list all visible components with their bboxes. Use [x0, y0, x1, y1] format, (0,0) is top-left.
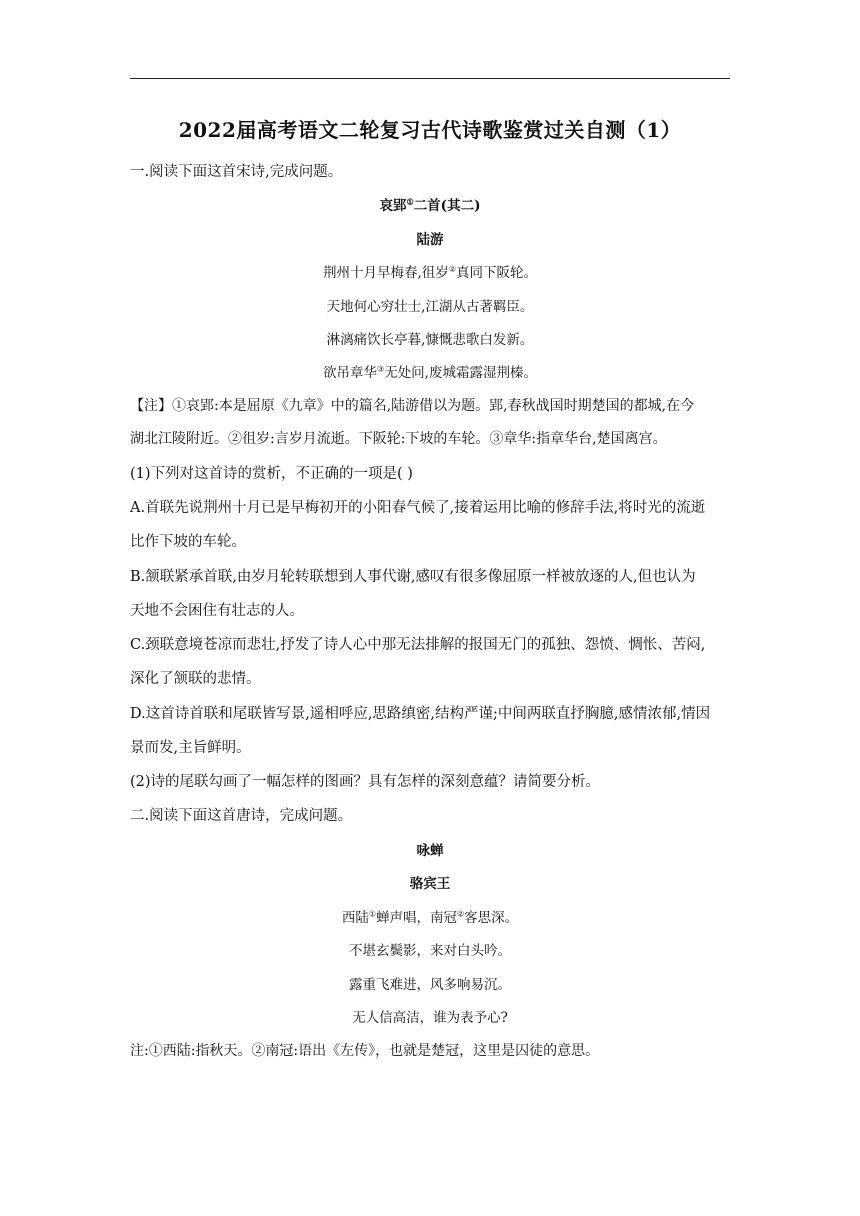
- option-a-line-1: A.首联先说荆州十月已是早梅初开的小阳春气候了,接着运用比喻的修辞手法,将时光的流逝: [130, 500, 706, 516]
- header-rule: [130, 78, 730, 79]
- poem2-author: 骆宾王: [409, 876, 451, 892]
- option-a-line-2: 比作下坡的车轮。: [130, 534, 246, 550]
- poem1-line-4: 欲吊章华③无处问,废城霜露湿荆榛。: [323, 364, 537, 381]
- poem1-line-1: 荆州十月早梅春,徂岁②真同下阪轮。: [323, 264, 537, 281]
- poem2-title: 咏蝉: [416, 843, 444, 859]
- question-1: (1)下列对这首诗的赏析，不正确的一项是( ): [130, 466, 413, 482]
- question-2: (2)诗的尾联勾画了一幅怎样的图画？具有怎样的深刻意蕴？请简要分析。: [130, 774, 601, 790]
- page-title: 2022届高考语文二轮复习古代诗歌鉴赏过关自测（1）: [178, 118, 682, 142]
- poem1-title: 哀郢①二首(其二): [379, 196, 481, 214]
- poem2-line-3: 露重飞难进，风多响易沉。: [349, 977, 511, 993]
- poem1-line-2: 天地何心穷壮士,江湖从古著羁臣。: [326, 299, 534, 315]
- section2-heading: 二.阅读下面这首唐诗，完成问题。: [130, 808, 353, 824]
- option-d-line-2: 景而发,主旨鲜明。: [130, 740, 251, 756]
- poem1-line-3: 淋漓痛饮长亭暮,慷慨悲歌白发新。: [326, 332, 534, 348]
- poem2-line-4: 无人信高洁，谁为表予心?: [352, 1010, 508, 1026]
- section1-heading: 一.阅读下面这首宋诗,完成问题。: [130, 164, 343, 180]
- poem1-author: 陆游: [416, 232, 444, 248]
- poem1-note-line-1: 【注】①哀郢:本是屈原《九章》中的篇名,陆游借以为题。郢,春秋战国时期楚国的都城,在今: [130, 398, 695, 414]
- poem2-line-1: 西陆①蝉声唱，南冠②客思深。: [341, 909, 519, 926]
- option-b-line-1: B.颔联紧承首联,由岁月轮转联想到人事代谢,感叹有很多像屈原一样被放逐的人,但也认为: [130, 569, 696, 585]
- option-b-line-2: 天地不会困住有壮志的人。: [130, 603, 304, 619]
- option-c-line-1: C.颈联意境苍凉而悲壮,抒发了诗人心中那无法排解的报国无门的孤独、怨愤、惆怅、苦闷,: [130, 637, 706, 653]
- option-d-line-1: D.这首诗首联和尾联皆写景,遥相呼应,思路缜密,结构严谨;中间两联直抒胸臆,感情浓郁,情因: [130, 706, 711, 722]
- poem2-note: 注:①西陆:指秋天。②南冠:语出《左传》，也就是楚冠，这里是囚徒的意思。: [130, 1043, 600, 1059]
- poem1-note-line-2: 湖北江陵附近。②徂岁:言岁月流逝。下阪轮:下坡的车轮。③章华:指章华台,楚国离宫。: [130, 431, 667, 447]
- option-c-line-2: 深化了颔联的悲情。: [130, 671, 261, 687]
- poem2-line-2: 不堪玄鬓影，来对白头吟。: [349, 943, 511, 959]
